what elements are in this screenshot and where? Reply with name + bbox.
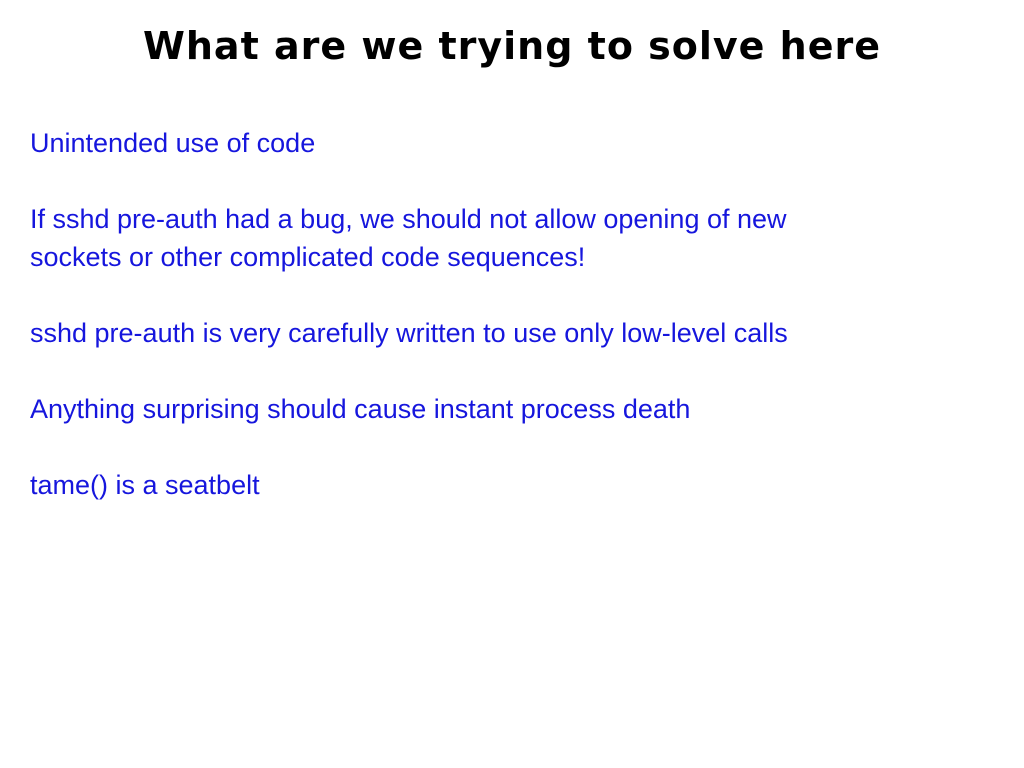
paragraph-sshd-bug: [30, 200, 1014, 276]
paragraph-tame-seatbelt: [30, 466, 1014, 504]
paragraph-low-level-calls: [30, 314, 1014, 352]
slide-title: What are we trying to solve here: [142, 24, 882, 68]
body-line: Anything surprising should cause instant process death: [30, 394, 691, 424]
body-line: sockets or other complicated code sequences!: [30, 242, 586, 272]
body-line: If sshd pre-auth had a bug, we should not allow opening of new: [30, 204, 787, 234]
slide-body: [30, 124, 1014, 504]
body-line: Unintended use of code: [30, 128, 316, 158]
body-line: sshd pre-auth is very carefully written to use only low-level calls: [30, 318, 788, 348]
body-line: tame() is a seatbelt: [30, 470, 260, 500]
paragraph-process-death: [30, 390, 1014, 428]
paragraph-unintended-use: [30, 124, 1014, 162]
